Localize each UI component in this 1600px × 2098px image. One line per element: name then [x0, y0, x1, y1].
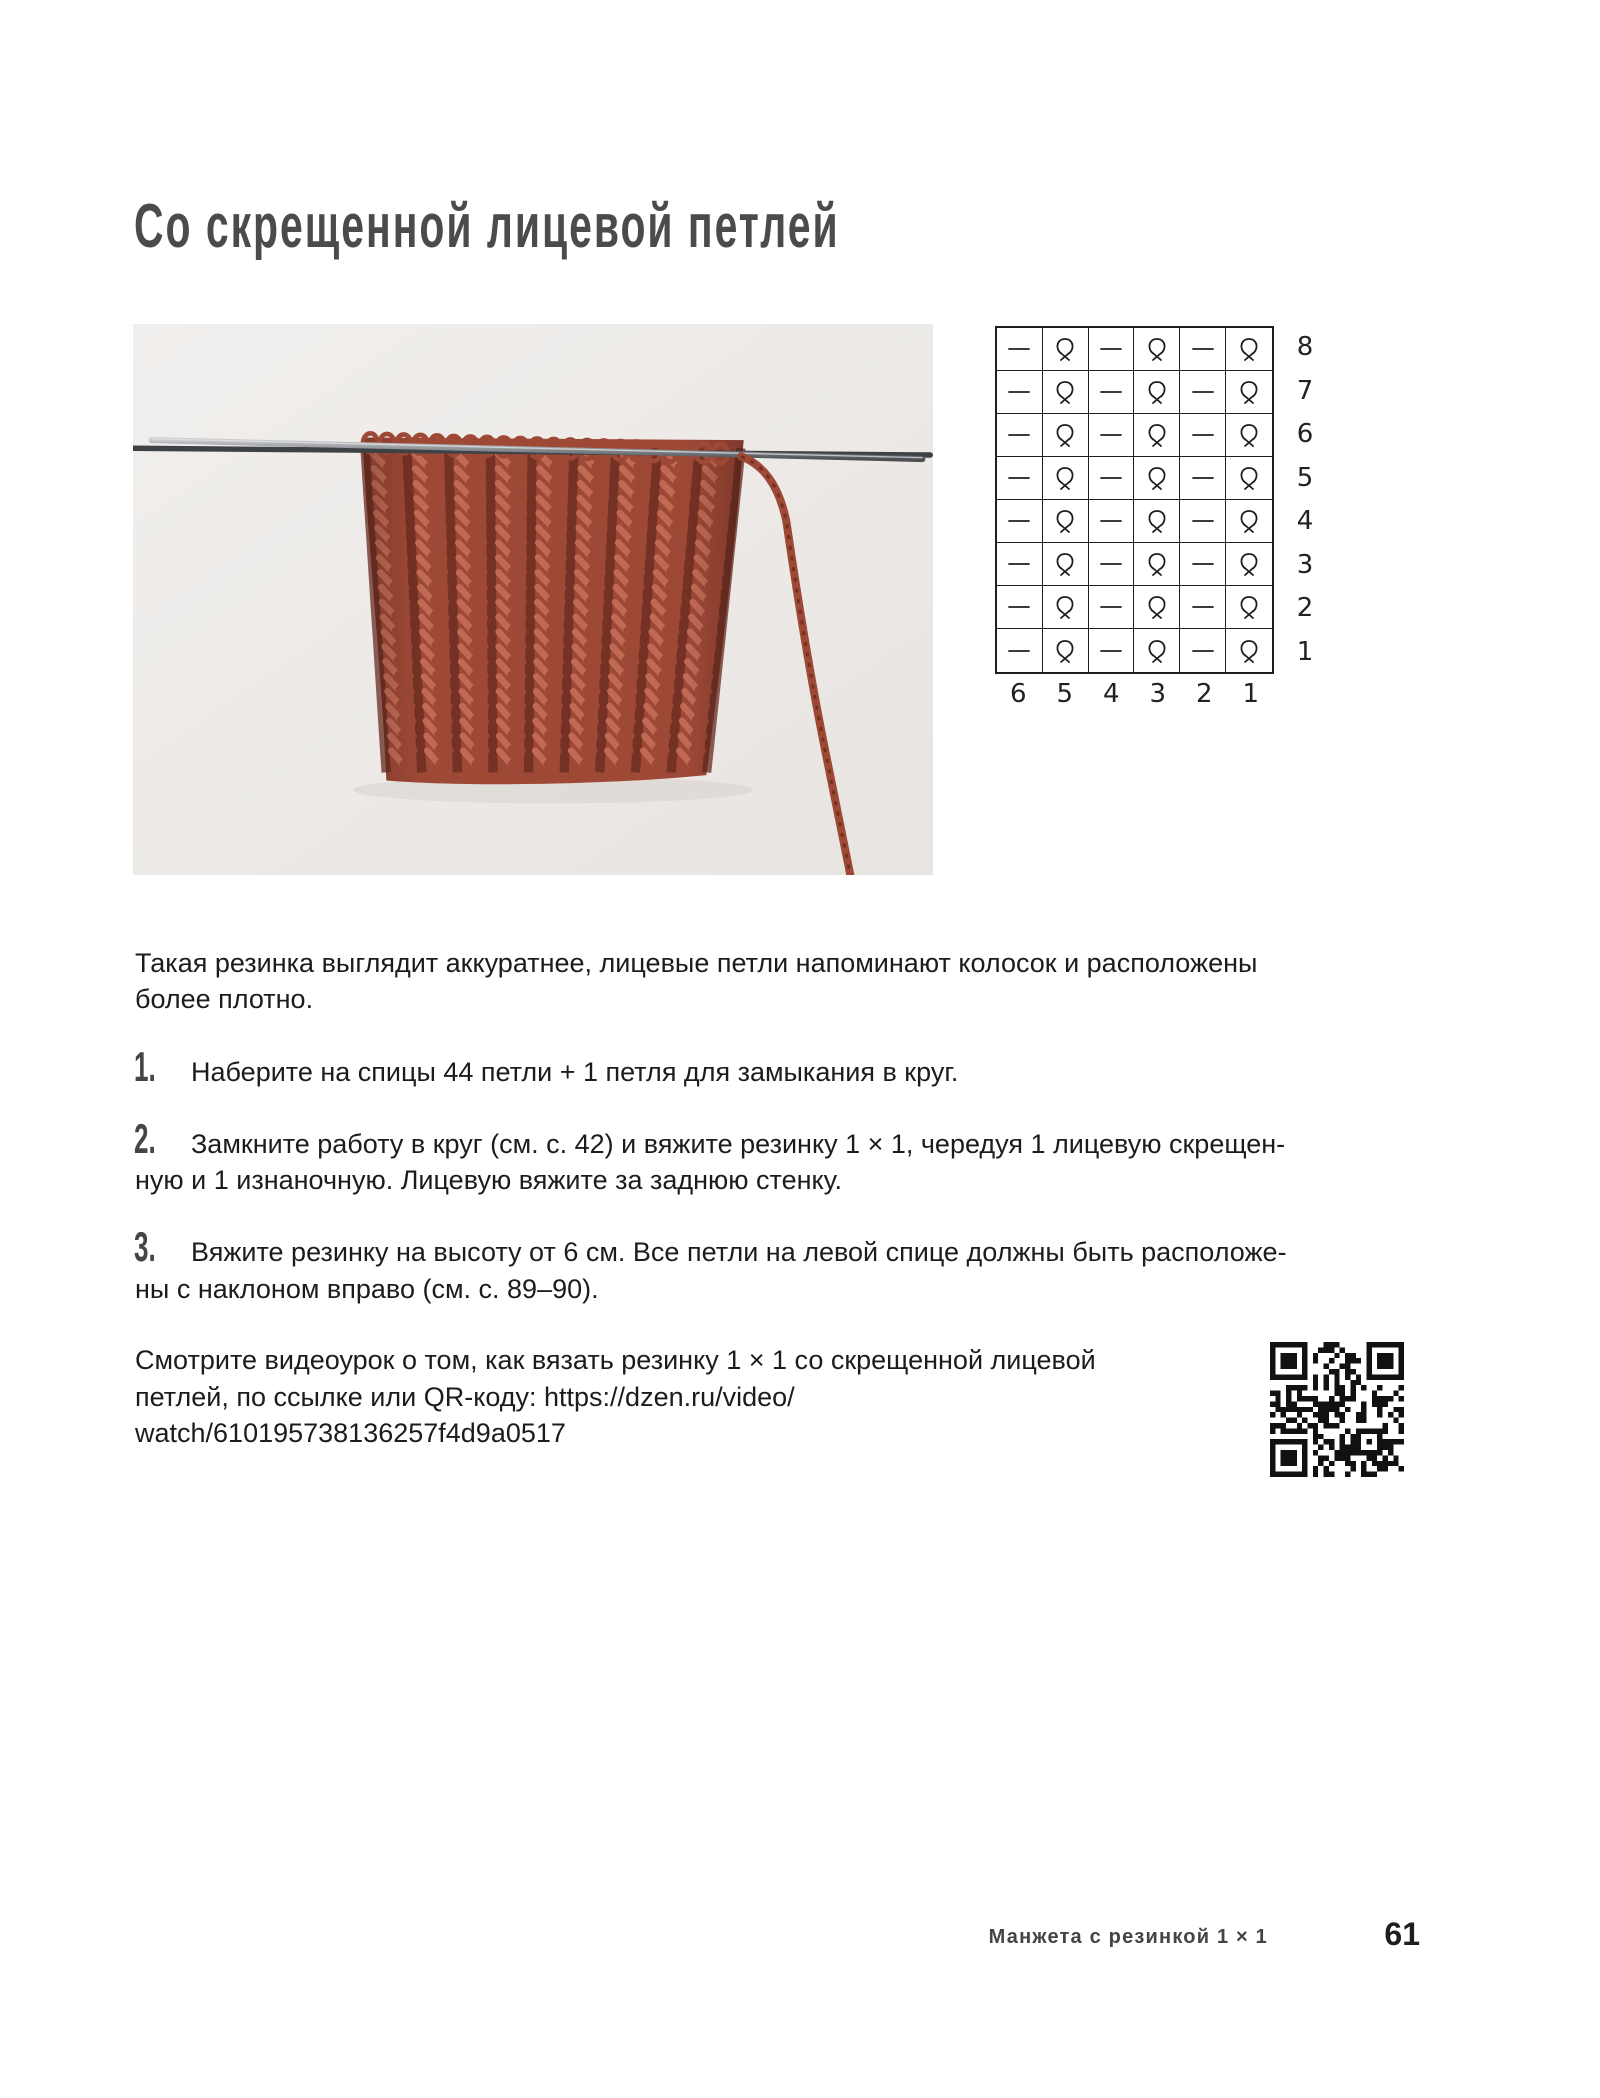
purl-dash-icon	[1188, 377, 1218, 407]
chart-cell	[1180, 328, 1226, 371]
twisted-knit-icon	[1142, 592, 1172, 622]
purl-dash-icon	[1096, 463, 1126, 493]
twisted-knit-icon	[1050, 636, 1080, 666]
chart-cell	[1089, 543, 1135, 586]
chart-cell	[1226, 586, 1272, 629]
purl-dash-icon	[1188, 549, 1218, 579]
purl-dash-icon	[1096, 549, 1126, 579]
chart-cell	[1134, 543, 1180, 586]
intro-line: Такая резинка выглядит аккуратнее, лицевые петли напоминают колосок и расположены	[135, 948, 1258, 978]
twisted-knit-icon	[1142, 377, 1172, 407]
twisted-knit-icon	[1234, 506, 1264, 536]
chart-cell	[1134, 414, 1180, 457]
stitch-chart-grid	[995, 326, 1274, 674]
step-text-line: Вяжите резинку на высоту от 6 см. Все петли на левой спице должны быть расположе-	[191, 1237, 1287, 1267]
chart-cell	[1043, 457, 1089, 500]
purl-dash-icon	[1004, 463, 1034, 493]
chart-cell	[1134, 500, 1180, 543]
swatch-shading	[362, 437, 743, 784]
chart-cell	[1134, 371, 1180, 414]
purl-dash-icon	[1096, 420, 1126, 450]
chart-column-label: 6	[1009, 679, 1027, 709]
step-text-line: ную и 1 изнаночную. Лицевую вяжите за заднюю стенку.	[135, 1165, 842, 1195]
chart-column-label: 1	[1242, 679, 1260, 709]
chart-column-label: 2	[1195, 679, 1213, 709]
chart-cell	[1089, 371, 1135, 414]
chart-cell	[1043, 328, 1089, 371]
chart-cell	[997, 586, 1043, 629]
chart-row-label: 3	[1296, 549, 1314, 580]
chart-cell	[1089, 500, 1135, 543]
chart-cell	[997, 414, 1043, 457]
chart-cell	[1226, 414, 1272, 457]
chart-cell	[1043, 543, 1089, 586]
twisted-knit-icon	[1050, 549, 1080, 579]
chart-row-label: 2	[1296, 593, 1314, 623]
twisted-knit-icon	[1050, 463, 1080, 493]
chart-row-label: 8	[1296, 332, 1314, 362]
chart-cell	[1226, 629, 1272, 672]
chart-column-label: 3	[1149, 679, 1167, 709]
chart-cell	[1180, 371, 1226, 414]
chart-cell	[1043, 629, 1089, 672]
chart-row-label: 7	[1296, 375, 1314, 406]
chart-row-label: 6	[1296, 419, 1314, 449]
chart-cell	[997, 328, 1043, 371]
chart-cell	[997, 543, 1043, 586]
video-text-line: петлей, по ссылке или QR-коду: https://dzen.ru/video/	[135, 1382, 795, 1412]
twisted-knit-icon	[1234, 592, 1264, 622]
purl-dash-icon	[1004, 506, 1034, 536]
twisted-knit-icon	[1142, 420, 1172, 450]
chart-cell	[1180, 414, 1226, 457]
twisted-knit-icon	[1234, 334, 1264, 364]
step-text-line: Наберите на спицы 44 петли + 1 петля для замыкания в круг.	[191, 1057, 959, 1087]
chart-cell	[1134, 629, 1180, 672]
purl-dash-icon	[1188, 506, 1218, 536]
purl-dash-icon	[1004, 636, 1034, 666]
purl-dash-icon	[1188, 636, 1218, 666]
chart-cell	[1043, 500, 1089, 543]
chart-cell	[997, 629, 1043, 672]
chart-cell	[1180, 457, 1226, 500]
qr-code-icon	[1270, 1342, 1404, 1477]
purl-dash-icon	[1096, 592, 1126, 622]
chart-cell	[997, 457, 1043, 500]
chart-cell	[1180, 629, 1226, 672]
twisted-knit-icon	[1234, 636, 1264, 666]
twisted-knit-icon	[1142, 334, 1172, 364]
purl-dash-icon	[1004, 420, 1034, 450]
chart-cell	[1043, 371, 1089, 414]
chart-cell	[1180, 500, 1226, 543]
qr-modules	[1270, 1342, 1404, 1477]
chart-cell	[1043, 414, 1089, 457]
chart-row-label: 1	[1296, 636, 1314, 667]
video-link-line: watch/610195738136257f4d9a0517	[135, 1418, 566, 1448]
twisted-knit-icon	[1050, 506, 1080, 536]
twisted-knit-icon	[1050, 420, 1080, 450]
chart-cell	[1043, 586, 1089, 629]
step-number: 1.	[134, 1043, 156, 1090]
page-title: Со скрещенной лицевой петлей	[134, 192, 840, 261]
knitting-sample-photo	[133, 324, 933, 875]
purl-dash-icon	[1004, 592, 1034, 622]
chart-cell	[1226, 500, 1272, 543]
chart-cell	[1089, 414, 1135, 457]
purl-dash-icon	[1096, 334, 1126, 364]
twisted-knit-icon	[1234, 463, 1264, 493]
chart-row-label: 4	[1296, 506, 1314, 536]
purl-dash-icon	[1096, 377, 1126, 407]
twisted-knit-icon	[1234, 420, 1264, 450]
chart-column-label: 4	[1102, 679, 1120, 709]
chart-cell	[1226, 371, 1272, 414]
purl-dash-icon	[1096, 636, 1126, 666]
chart-cell	[1134, 457, 1180, 500]
step-number: 2.	[134, 1115, 156, 1162]
twisted-knit-icon	[1142, 506, 1172, 536]
purl-dash-icon	[1188, 463, 1218, 493]
chart-cell	[1089, 328, 1135, 371]
twisted-knit-icon	[1142, 636, 1172, 666]
page-number: 61	[1384, 1916, 1420, 1952]
chart-cell	[1226, 543, 1272, 586]
chart-column-label: 5	[1056, 679, 1074, 709]
running-footer: Манжета с резинкой 1 × 1	[988, 1926, 1268, 1948]
chart-cell	[1134, 328, 1180, 371]
chart-cell	[1134, 586, 1180, 629]
step-text-line: ны с наклоном вправо (см. с. 89–90).	[135, 1274, 599, 1304]
purl-dash-icon	[1188, 334, 1218, 364]
chart-cell	[997, 371, 1043, 414]
chart-cell	[997, 500, 1043, 543]
twisted-knit-icon	[1050, 377, 1080, 407]
intro-line: более плотно.	[135, 984, 314, 1014]
chart-cell	[1226, 457, 1272, 500]
twisted-knit-icon	[1142, 463, 1172, 493]
step-number: 3.	[134, 1223, 156, 1270]
purl-dash-icon	[1096, 506, 1126, 536]
purl-dash-icon	[1004, 549, 1034, 579]
purl-dash-icon	[1188, 592, 1218, 622]
chart-cell	[1180, 586, 1226, 629]
twisted-knit-icon	[1234, 549, 1264, 579]
twisted-knit-icon	[1050, 334, 1080, 364]
chart-cell	[1180, 543, 1226, 586]
knitted-rib-sample-image	[133, 324, 933, 875]
twisted-knit-icon	[1234, 377, 1264, 407]
chart-row-label: 5	[1296, 462, 1314, 493]
step-text-line: Замкните работу в круг (см. с. 42) и вяжите резинку 1 × 1, чередуя 1 лицевую скрещен-	[191, 1129, 1286, 1159]
purl-dash-icon	[1004, 377, 1034, 407]
purl-dash-icon	[1188, 420, 1218, 450]
video-text-line: Смотрите видеоурок о том, как вязать резинку 1 × 1 со скрещенной лицевой	[135, 1345, 1096, 1375]
chart-cell	[1089, 629, 1135, 672]
chart-cell	[1226, 328, 1272, 371]
twisted-knit-icon	[1050, 592, 1080, 622]
chart-cell	[1089, 457, 1135, 500]
twisted-knit-icon	[1142, 549, 1172, 579]
chart-cell	[1089, 586, 1135, 629]
purl-dash-icon	[1004, 334, 1034, 364]
